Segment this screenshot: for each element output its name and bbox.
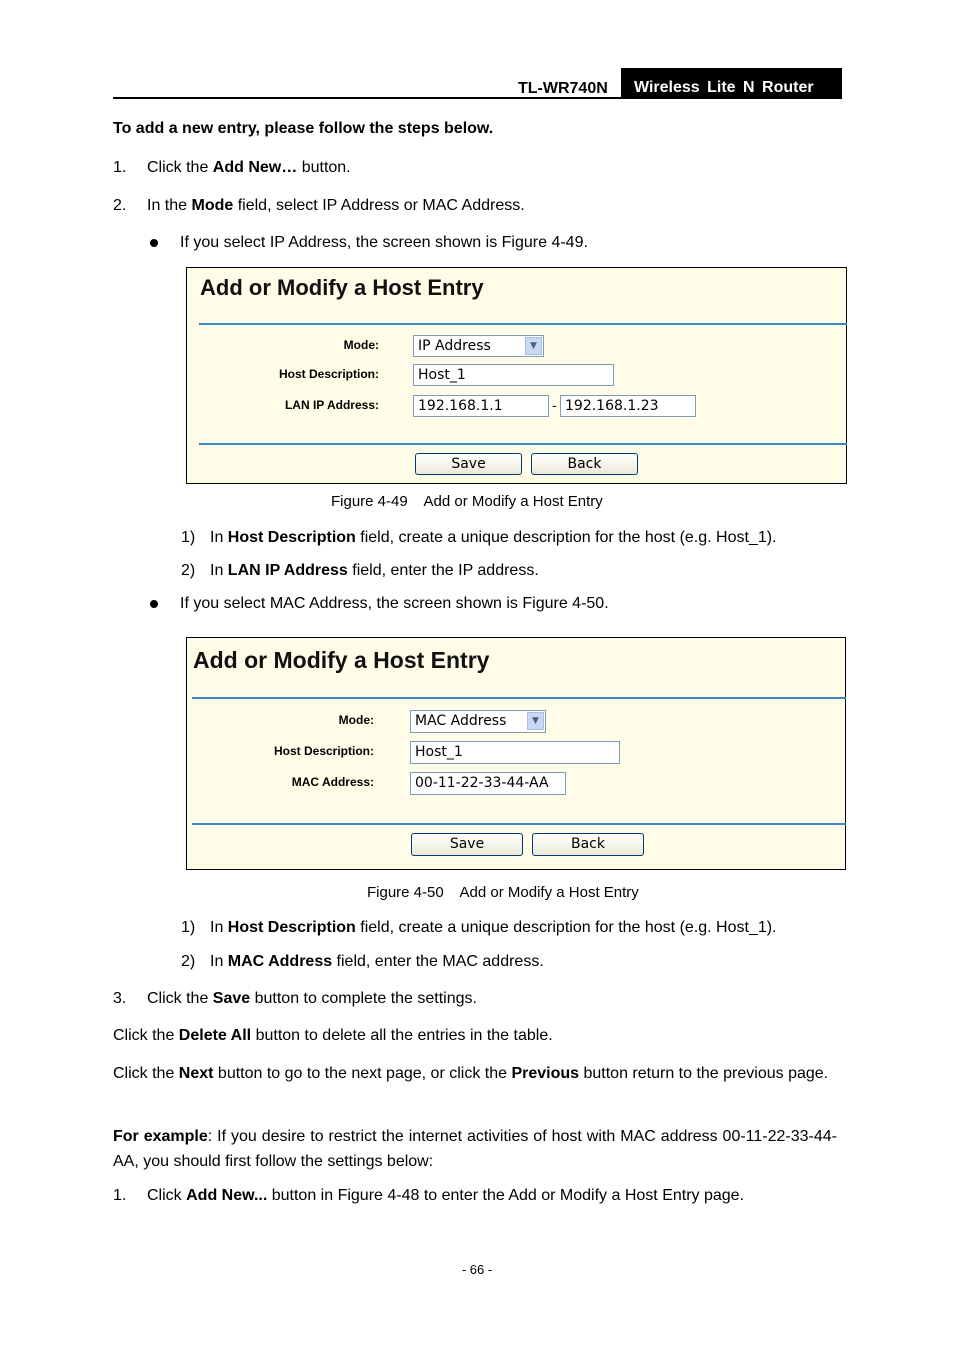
host-description-label: Host Description:: [273, 744, 374, 758]
step-2-pre: In the: [147, 197, 192, 214]
fig49-sub-2-number: 2): [181, 562, 196, 579]
previous-bold: Previous: [511, 1065, 580, 1082]
delete-all-pre: Click the: [113, 1027, 179, 1044]
bullet-mac-text: If you select MAC Address, the screen shown is Figure 4-50.: [180, 595, 609, 612]
next-prev-post: button return to the previous page.: [579, 1065, 829, 1082]
header-model: TL-WR740N: [518, 80, 608, 97]
header-product-box: [621, 68, 842, 99]
save-button[interactable]: Save: [411, 833, 523, 856]
chevron-down-icon[interactable]: ▼: [525, 337, 542, 355]
step-3-text: [147, 989, 477, 1009]
step-1-pre: Click the: [147, 159, 213, 176]
next-bold: Next: [178, 1065, 214, 1082]
panel-bottom-rule: [199, 443, 847, 445]
fig49-sub-1-bold: Host Description: [227, 529, 356, 546]
header-rule: [113, 97, 842, 99]
next-prev-pre: Click the: [113, 1065, 179, 1082]
step-2-text: [147, 196, 525, 216]
chevron-down-icon[interactable]: ▼: [527, 712, 544, 730]
next-previous-paragraph: [113, 1061, 837, 1086]
back-button[interactable]: Back: [531, 453, 638, 475]
example-step-post: button in Figure 4-48 to enter the Add or Modify a Host Entry page.: [267, 1187, 745, 1204]
fig49-sub-1-number: 1): [181, 529, 196, 546]
mode-label: Mode:: [338, 713, 374, 727]
step-1-bold: Add New…: [212, 159, 298, 176]
delete-all-bold: Delete All: [178, 1027, 252, 1044]
next-prev-mid: button to go to the next page, or click the: [213, 1065, 512, 1082]
mode-select-value: MAC Address: [415, 713, 507, 729]
example-bold: For example: [113, 1128, 208, 1145]
host-description-input[interactable]: Host_1: [413, 364, 614, 386]
lan-ip-start-input[interactable]: 192.168.1.1: [413, 395, 549, 417]
step-1-text: [147, 158, 351, 178]
example-paragraph: [113, 1124, 837, 1174]
figure-4-49-panel: [186, 267, 847, 484]
panel-bottom-rule: [192, 823, 846, 825]
mode-label: Mode:: [343, 338, 379, 352]
delete-all-post: button to delete all the entries in the table.: [251, 1027, 553, 1044]
fig50-sub-2-bold: MAC Address: [227, 953, 333, 970]
mac-address-label: MAC Address:: [291, 775, 374, 789]
panel-top-rule: [199, 323, 847, 325]
step-3-post: button to complete the settings.: [250, 990, 477, 1007]
back-button[interactable]: Back: [532, 833, 644, 856]
panel-title: Add or Modify a Host Entry: [193, 647, 490, 673]
fig49-sub-2-post: field, enter the IP address.: [347, 562, 539, 579]
bullet-icon: [150, 239, 158, 247]
example-step-text: [147, 1186, 744, 1206]
step-2-post: field, select IP Address or MAC Address.: [233, 197, 525, 214]
mode-select[interactable]: [413, 335, 544, 357]
page-number: - 66 -: [461, 1262, 493, 1277]
bullet-icon: [150, 600, 158, 608]
step-3-pre: Click the: [147, 990, 213, 1007]
bullet-ip-text: If you select IP Address, the screen shown is Figure 4-49.: [180, 234, 588, 251]
ip-range-separator: -: [552, 397, 557, 413]
fig49-sub-2-pre: In: [210, 562, 228, 579]
fig49-sub-1-pre: In: [210, 529, 228, 546]
fig50-sub-2-pre: In: [210, 953, 228, 970]
example-step-bold: Add New...: [186, 1187, 268, 1204]
example-step-number: 1.: [113, 1187, 127, 1204]
fig49-sub-1-post: field, create a unique description for the host (e.g. Host_1).: [355, 529, 777, 546]
fig50-sub-2-post: field, enter the MAC address.: [332, 953, 544, 970]
step-3-bold: Save: [212, 990, 251, 1007]
fig50-sub-1-text: [210, 918, 777, 938]
example-step-pre: Click: [147, 1187, 187, 1204]
fig49-sub-2-text: [210, 561, 539, 581]
save-button[interactable]: Save: [415, 453, 522, 475]
mode-select[interactable]: [410, 710, 546, 733]
fig49-sub-2-bold: LAN IP Address: [227, 562, 348, 579]
figure-4-49-caption: Figure 4-49 Add or Modify a Host Entry: [331, 493, 603, 510]
step-3-number: 3.: [113, 990, 127, 1007]
fig50-sub-1-pre: In: [210, 919, 228, 936]
fig50-sub-1-bold: Host Description: [227, 919, 356, 936]
host-description-input[interactable]: Host_1: [410, 741, 620, 764]
step-2-bold: Mode: [191, 197, 234, 214]
step-1-number: 1.: [113, 159, 127, 176]
figure-4-50-caption: Figure 4-50 Add or Modify a Host Entry: [367, 884, 639, 901]
intro-heading: To add a new entry, please follow the steps below.: [113, 120, 494, 137]
header-product: Wireless Lite N Router: [634, 79, 814, 96]
example-post: : If you desire to restrict the internet activities of host with MAC address 00-11-22-33-44-AA, you should first follow the settings below:: [113, 1128, 837, 1170]
host-description-label: Host Description:: [278, 367, 379, 381]
fig50-sub-1-number: 1): [181, 919, 196, 936]
step-2-number: 2.: [113, 197, 127, 214]
mode-select-value: IP Address: [418, 338, 491, 354]
step-1-post: button.: [297, 159, 351, 176]
figure-4-50-panel: [186, 637, 846, 870]
panel-top-rule: [192, 697, 846, 699]
fig50-sub-2-number: 2): [181, 953, 196, 970]
delete-all-text: [113, 1026, 553, 1046]
mac-address-input[interactable]: 00-11-22-33-44-AA: [410, 772, 566, 795]
lan-ip-end-input[interactable]: 192.168.1.23: [560, 395, 696, 417]
panel-title: Add or Modify a Host Entry: [200, 275, 484, 300]
fig50-sub-2-text: [210, 952, 544, 972]
fig49-sub-1-text: [210, 528, 777, 548]
lan-ip-address-label: LAN IP Address:: [284, 398, 379, 412]
fig50-sub-1-post: field, create a unique description for the host (e.g. Host_1).: [355, 919, 777, 936]
